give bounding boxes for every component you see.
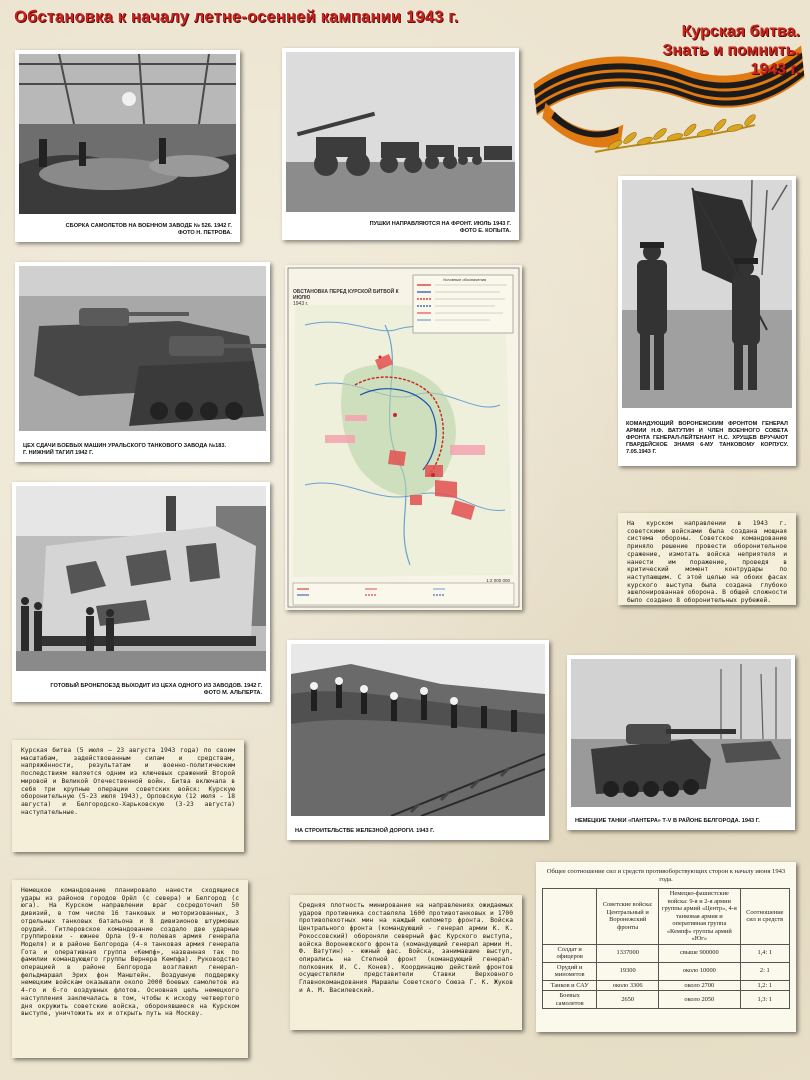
text-kursk-defense: На курском направлении в 1943 г. советскими войсками была создана мощная система обороны. Советское командование приняло решение провести оборонительное сражение, измотать войска неприятеля и нанести им поражение, проведя в критический момент контрудары по наступающим. С этой целью на обоих фасах курского выступа была создана глубоко эшелонированная оборона. В общей сложности было создано 8 оборонительных рубежей.: [618, 513, 796, 605]
header-line: 1943 г.: [750, 61, 800, 78]
table-row: [543, 944, 790, 962]
table-cell: около 3306: [597, 980, 659, 991]
photo-card-panther: [567, 655, 795, 830]
photo-vatutin-khrushchev: [622, 180, 792, 408]
photo-armored-train: [16, 486, 266, 671]
photo-aircraft-assembly: [19, 54, 236, 214]
text-german-plan: Немецкое командование планировало нанести сходящиеся удары из районов городов Орёл (с севера) и Белгород (с юга). На Курском направлении враг сосредоточил 50 дивизий, в том числе 16 танковых и моторизованных, 3 отдельных танковых батальона и 8 дивизионов штурмовых орудий. Гитлеровское командование создало две ударные группировки - южнее Орла (9-я полевая армия генерала Моделя) и в районе Белгорода (4-я танковая армия генерала Гота и оперативная группа «Кемпф», названная так по фамилии командующего группы Вернера Кемпфа). Руководство операцией в районе Белгорода возглавил генерал-фельдмаршал Эрих фон Манштейн. Воздушную поддержку немецким войскам оказывали около 2000 боевых самолетов из 4-го и 6-го воздушных флотов. Основная цель немецкого наступления заключалась в том, чтобы к исходу четвертого дня окружить советские войска, оборонявшиеся на Курском выступе, уничтожить их и открыть путь на Москву.: [12, 880, 248, 1058]
kursk-situation-map: [285, 265, 522, 610]
photo-caption: ЦЕХ СДАЧИ БОЕВЫХ МАШИН УРАЛЬСКОГО ТАНКОВОГО ЗАВОДА №183. Г. НИЖНИЙ ТАГИЛ 1942 Г.: [23, 443, 227, 456]
photo-caption: СБОРКА САМОЛЕТОВ НА ВОЕННОМ ЗАВОДЕ № 526. 1942 Г. ФОТО Н. ПЕТРОВА.: [65, 223, 232, 236]
photo-card-guns: [282, 48, 519, 240]
table-cell: 1,4: 1: [740, 944, 789, 962]
table-cell: Орудий и минометов: [543, 962, 597, 980]
table-cell: 19300: [597, 962, 659, 980]
photo-caption: НА СТРОИТЕЛЬСТВЕ ЖЕЛЕЗНОЙ ДОРОГИ. 1943 Г.: [295, 828, 435, 834]
forces-ratio-table: [536, 862, 796, 1032]
table-cell: 1337000: [597, 944, 659, 962]
text-kursk-battle: Курская битва (5 июля — 23 августа 1943 года) по своим масштабам, задействованным силам и средствам, напряжённости, результатам и военно-политическим последствиям является одним из ключевых сражений Второй мировой и Великой Отечественной войн. Битва включала в себя три крупные операции советских войск: Курскую оборонительную (5-23 июля 1943), Орловскую (12 июля - 18 августа) и Белгородско-Харьковскую (3-23 августа) наступательные.: [12, 740, 244, 852]
photo-card-tanks: [15, 262, 270, 462]
table-header-cell: Немецко-фашистские войска: 9-я и 2-я армии группы армий «Центр», 4-я танковая армия и оперативная группа «Кемпф» группы армий «Юг»: [659, 889, 741, 945]
photo-tank-factory: [19, 266, 266, 431]
photo-caption: НЕМЕЦКИЕ ТАНКИ «ПАНТЕРА» Т-V В РАЙОНЕ БЕЛГОРОДА. 1943 Г.: [575, 818, 760, 824]
table-cell: Танков и САУ: [543, 980, 597, 991]
map-legend-title: Условные обозначения: [442, 277, 487, 282]
photo-caption: КОМАНДУЮЩИЙ ВОРОНЕЖСКИМ ФРОНТОМ ГЕНЕРАЛ АРМИИ Н.Ф. ВАТУТИН И ЧЛЕН ВОЕННОГО СОВЕТА ФРОНТА ГЕНЕРАЛ-ЛЕЙТЕНАНТ Н.С. ХРУЩЕВ ВРУЧАЮТ ГВАРДЕЙСКОЕ ЗНАМЯ 6-МУ ТАНКОВОМУ КОРПУСУ. 7.05.1943 Г.: [626, 421, 788, 455]
map-scale: 1:2 000 000: [486, 578, 510, 583]
table-header-cell: [543, 889, 597, 945]
photo-card-railway: [287, 640, 549, 840]
photo-card-armored-train: [12, 482, 270, 702]
table-cell: Солдат и офицеров: [543, 944, 597, 962]
table-cell: 2: 1: [740, 962, 789, 980]
photo-guns-to-front: [286, 52, 515, 212]
photo-card-aircraft: [15, 50, 240, 242]
table-row: [543, 991, 790, 1009]
table: [542, 888, 790, 1009]
text-mining-density: Средняя плотность минирования на направлениях ожидаемых ударов противника составляла 1600 противотанковых и 1700 противопехотных мин на каждый километр фронта. Войска Центрального фронта (командующий - генерал армии К. К. Рокоссовский) обороняли северный фас Курского выступа, войска Воронежского фронта (командующий генерал армии Н. Ф. Ватутин) - южный фас. Войска, занимавшие выступ, опирались на Степной фронт (командующий генерал-полковник И. С. Конев). Координацию действий фронтов осуществляли представители Ставки Верховного Главнокомандования Маршалы Советского Союза Г. К. Жуков и А. М. Василевский.: [290, 895, 522, 1030]
table-cell: около 2050: [659, 991, 741, 1009]
table-cell: Боевых самолетов: [543, 991, 597, 1009]
header-subtitle: [662, 22, 800, 79]
map-title: ОБСТАНОВКА ПЕРЕД КУРСКОЙ БИТВОЙ К ИЮЛЮ: [293, 289, 399, 301]
header-line: Курская битва.: [681, 23, 800, 40]
table-cell: свыше 900000: [659, 944, 741, 962]
table-cell: около 2700: [659, 980, 741, 991]
photo-caption: ПУШКИ НАПРАВЛЯЮТСЯ НА ФРОНТ. ИЮЛЬ 1943 Г. ФОТО Е. КОПЫТА.: [369, 221, 511, 234]
photo-railway-construction: [291, 644, 545, 816]
table-header-cell: Советские войска: Центральный и Воронежский фронты: [597, 889, 659, 945]
photo-card-commanders: [618, 176, 796, 466]
table-row: [543, 962, 790, 980]
photo-caption: ГОТОВЫЙ БРОНЕПОЕЗД ВЫХОДИТ ИЗ ЦЕХА ОДНОГО ИЗ ЗАВОДОВ. 1942 Г. ФОТО М. АЛЬПЕРТА.: [50, 683, 262, 696]
photo-panther-tanks: [571, 659, 791, 807]
map-subtitle: 1943 г.: [293, 301, 309, 307]
table-cell: 1,2: 1: [740, 980, 789, 991]
table-row: [543, 980, 790, 991]
page-title: Обстановка к началу летне-осенней кампании 1943 г.: [14, 8, 459, 26]
table-cell: 1,3: 1: [740, 991, 789, 1009]
header-line: Знать и помнить.: [662, 42, 800, 59]
table-cell: 2650: [597, 991, 659, 1009]
table-header-cell: Соотношение сил и средств: [740, 889, 789, 945]
table-cell: около 10000: [659, 962, 741, 980]
table-caption: Общее соотношение сил и средств противоборствующих сторон к началу июня 1943 года.: [546, 868, 786, 883]
table-header-row: [543, 889, 790, 945]
